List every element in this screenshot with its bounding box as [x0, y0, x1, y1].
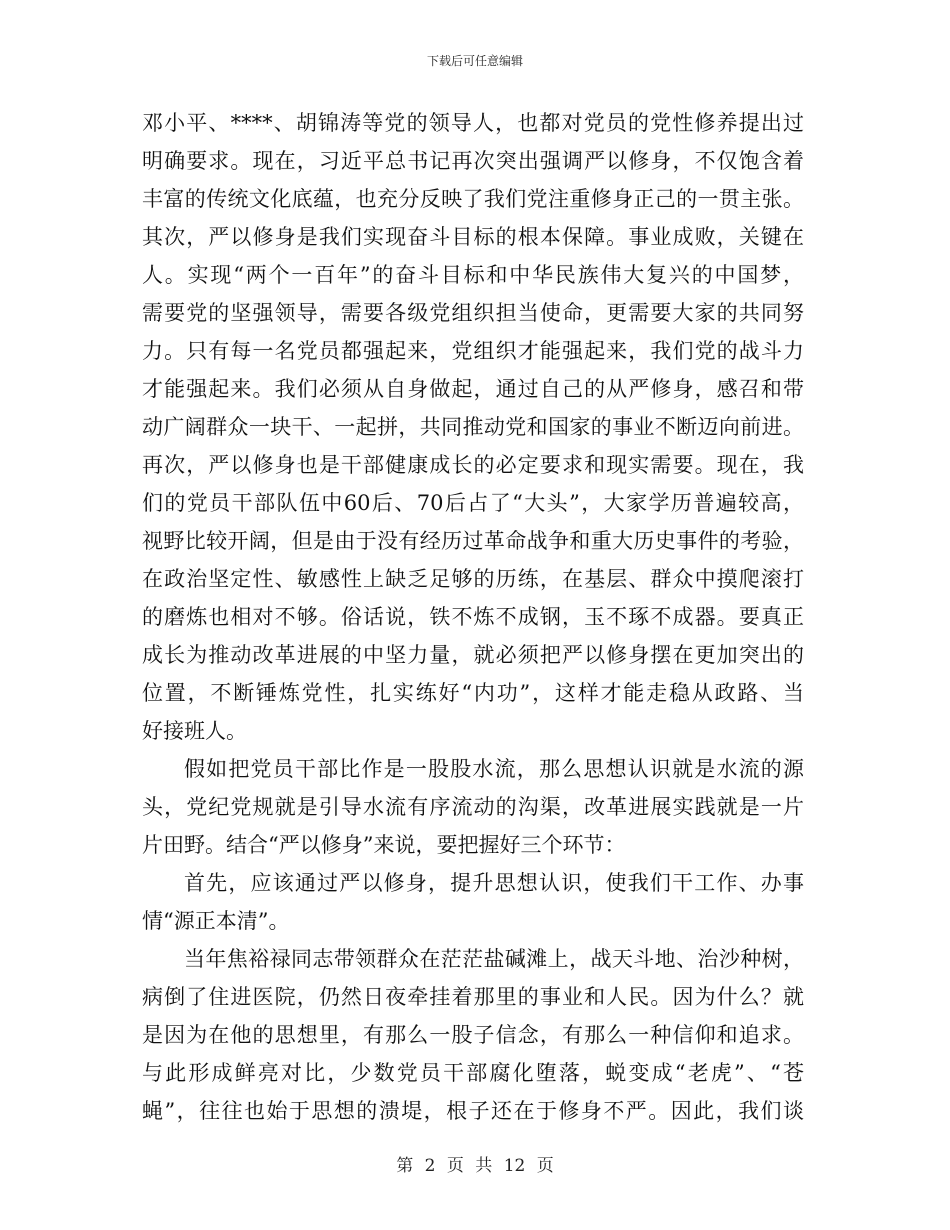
text-line: 头，党纪党规就是引导水流有序流动的沟渠，改革进展实践就是一片 — [142, 795, 804, 819]
header-note: 下载后可任意编辑 — [426, 54, 523, 68]
text-line: 位置，不断锤炼党性，扎实练好“内功”，这样才能走稳从政路、当 — [142, 681, 804, 705]
text-line: 们的党员干部队伍中60后、70后占了“大头”，大家学历普遍较高， — [142, 491, 804, 515]
text-line: 再次，严以修身也是干部健康成长的必定要求和现实需要。现在，我 — [142, 453, 804, 477]
text-line: 蝇”，往往也始于思想的溃堤，根子还在于修身不严。因此，我们谈 — [142, 1099, 804, 1123]
text-line: 片田野。结合“严以修身”来说，要把握好三个环节： — [142, 833, 626, 857]
text-line: 的磨炼也相对不够。俗话说，铁不炼不成钢，玉不琢不成器。要真正 — [142, 605, 804, 629]
text-line: 明确要求。现在，习近平总书记再次突出强调严以修身，不仅饱含着 — [142, 149, 804, 173]
text-line: 首先，应该通过严以修身，提升思想认识，使我们干工作、办事 — [184, 871, 804, 895]
text-line: 丰富的传统文化底蕴，也充分反映了我们党注重修身正己的一贯主张。 — [142, 187, 804, 211]
text-line: 成长为推动改革进展的中坚力量，就必须把严以修身摆在更加突出的 — [142, 643, 804, 667]
text-line: 情“源正本清”。 — [142, 909, 290, 933]
text-line: 人。实现“两个一百年”的奋斗目标和中华民族伟大复兴的中国梦， — [142, 263, 804, 287]
text-line: 力。只有每一名党员都强起来，党组织才能强起来，我们党的战斗力 — [142, 339, 804, 363]
text-line: 病倒了住进医院，仍然日夜牵挂着那里的事业和人民。因为什么？就 — [142, 985, 804, 1009]
text-line: 是因为在他的思想里，有那么一股子信念，有那么一种信仰和追求。 — [142, 1023, 804, 1047]
text-line: 当年焦裕禄同志带领群众在茫茫盐碱滩上，战天斗地、治沙种树， — [184, 947, 804, 971]
text-line: 动广阔群众一块干、一起拼，共同推动党和国家的事业不断迈向前进。 — [142, 415, 804, 439]
text-line: 视野比较开阔，但是由于没有经历过革命战争和重大历史事件的考验， — [142, 529, 804, 553]
text-line: 其次，严以修身是我们实现奋斗目标的根本保障。事业成败，关键在 — [142, 225, 804, 249]
text-line: 假如把党员干部比作是一股股水流，那么思想认识就是水流的源 — [184, 757, 804, 781]
text-line: 才能强起来。我们必须从自身做起，通过自己的从严修身，感召和带 — [142, 377, 804, 401]
text-line: 好接班人。 — [142, 719, 247, 743]
page-number: 第 2 页 共 12 页 — [396, 1156, 554, 1176]
document-body — [142, 104, 804, 1130]
text-line: 需要党的坚强领导，需要各级党组织担当使命，更需要大家的共同努 — [142, 301, 804, 325]
text-line: 与此形成鲜亮对比，少数党员干部腐化堕落，蜕变成“老虎”、“苍 — [142, 1061, 804, 1085]
text-line: 在政治坚定性、敏感性上缺乏足够的历练，在基层、群众中摸爬滚打 — [142, 567, 804, 591]
text-line: 邓小平、****、胡锦涛等党的领导人，也都对党员的党性修养提出过 — [142, 111, 804, 135]
